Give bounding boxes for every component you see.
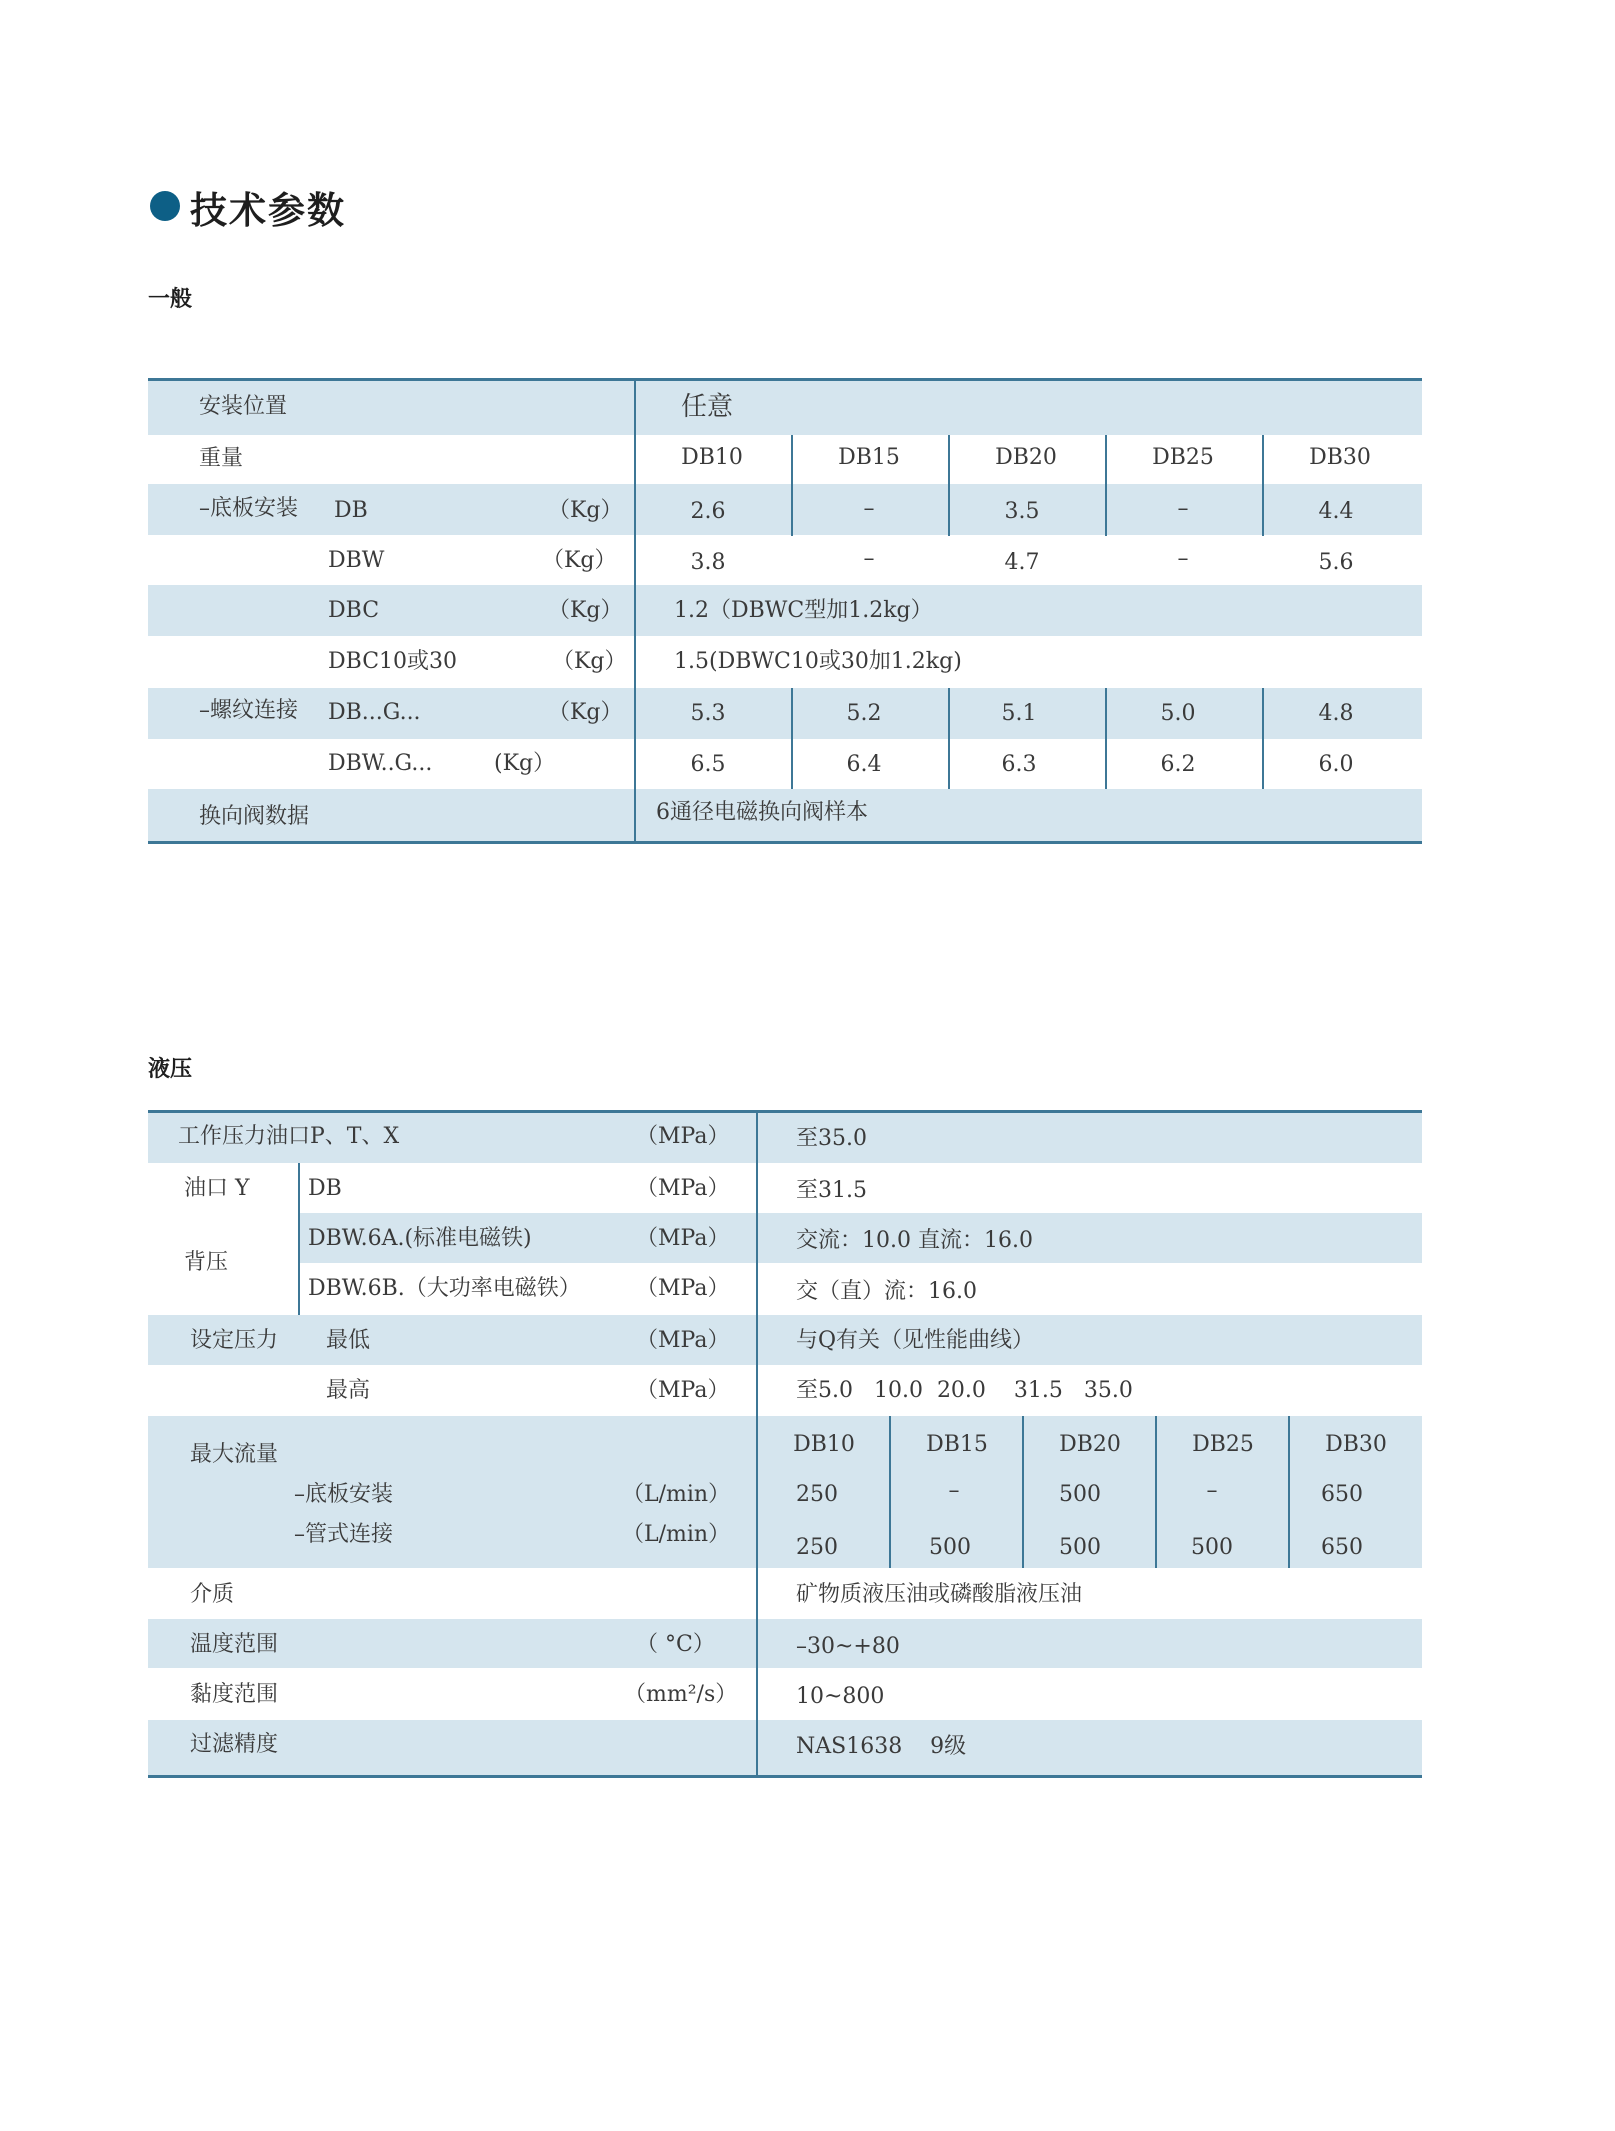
viscosity-value: 10~800 bbox=[796, 1684, 885, 1709]
min-label: 最低 bbox=[326, 1328, 371, 1353]
table-cell: 4.7 bbox=[1004, 550, 1040, 575]
medium-value: 矿物质液压油或磷酸脂液压油 bbox=[796, 1582, 1083, 1607]
unit-mpa: （MPa） bbox=[636, 1378, 730, 1403]
dbw6a-label: DBW.6A.(标准电磁铁) bbox=[308, 1226, 532, 1251]
row-name: DBC10或30 bbox=[328, 649, 458, 674]
section-label-general: 一般 bbox=[148, 287, 193, 312]
table-cell: – bbox=[863, 496, 875, 521]
model-header: DB10 bbox=[793, 1432, 855, 1457]
table-cell: 6.5 bbox=[690, 752, 726, 777]
table-cell: 500 bbox=[1059, 1482, 1101, 1507]
work-pressure-value: 至35.0 bbox=[796, 1126, 867, 1151]
back-pressure-label: 背压 bbox=[184, 1250, 229, 1275]
unit-mpa: （MPa） bbox=[636, 1328, 730, 1353]
dbw6b-label: DBW.6B.（大功率电磁铁） bbox=[308, 1276, 581, 1301]
table-cell: 650 bbox=[1321, 1482, 1363, 1507]
table-cell: 1.5(DBWC10或30加1.2kg) bbox=[674, 649, 962, 674]
row-name: DBW bbox=[328, 548, 385, 573]
table-cell: 500 bbox=[1059, 1535, 1101, 1560]
port-y-label: 油口 Y bbox=[184, 1176, 250, 1201]
row-name: DB bbox=[334, 498, 368, 523]
db-label: DB bbox=[308, 1176, 342, 1201]
title-bullet-icon bbox=[150, 191, 180, 221]
model-header: DB30 bbox=[1325, 1432, 1387, 1457]
model-header: DB15 bbox=[926, 1432, 988, 1457]
model-header: DB25 bbox=[1152, 445, 1214, 470]
filter-label: 过滤精度 bbox=[190, 1732, 279, 1757]
unit-kg: （Kg） bbox=[548, 598, 623, 623]
unit-mpa: （MPa） bbox=[636, 1276, 730, 1301]
table-cell: 4.8 bbox=[1318, 701, 1354, 726]
table-cell: 4.4 bbox=[1318, 499, 1354, 524]
table-cell: – bbox=[948, 1478, 960, 1503]
unit-mpa: （MPa） bbox=[636, 1226, 730, 1251]
table-cell: 1.2（DBWC型加1.2kg） bbox=[674, 598, 933, 623]
unit-lmin: （L/min） bbox=[622, 1522, 731, 1547]
dbw6a-value: 交流：10.0 直流：16.0 bbox=[796, 1228, 1033, 1253]
viscosity-label: 黏度范围 bbox=[190, 1682, 279, 1707]
dbw6b-value: 交（直）流：16.0 bbox=[796, 1279, 977, 1304]
unit-viscosity: （mm²/s） bbox=[624, 1682, 738, 1707]
temp-label: 温度范围 bbox=[190, 1632, 279, 1657]
unit-mpa: （MPa） bbox=[636, 1124, 730, 1149]
temp-value: –30~+80 bbox=[796, 1634, 900, 1659]
filter-value: NAS1638 9级 bbox=[796, 1734, 967, 1759]
valve-data-value: 6通径电磁换向阀样本 bbox=[656, 800, 868, 825]
unit-temp: （ °C） bbox=[636, 1632, 715, 1657]
unit-kg: （Kg） bbox=[548, 700, 623, 725]
table-cell: 5.1 bbox=[1001, 701, 1037, 726]
unit-mpa: （MPa） bbox=[636, 1176, 730, 1201]
model-header: DB10 bbox=[681, 445, 743, 470]
table-cell: – bbox=[1177, 546, 1189, 571]
table-cell: – bbox=[1206, 1478, 1218, 1503]
table-cell: 6.2 bbox=[1160, 752, 1196, 777]
unit-lmin: （L/min） bbox=[622, 1482, 731, 1507]
table-cell: 500 bbox=[1191, 1535, 1233, 1560]
general-table bbox=[148, 378, 1422, 844]
valve-data-label: 换向阀数据 bbox=[199, 804, 310, 829]
table-cell: – bbox=[1177, 496, 1189, 521]
table-cell: 6.4 bbox=[846, 752, 882, 777]
table-cell: 500 bbox=[929, 1535, 971, 1560]
table-cell: 3.8 bbox=[690, 550, 726, 575]
row-name: DBW..G... bbox=[328, 751, 433, 776]
unit-kg: （Kg） bbox=[548, 498, 623, 523]
unit-kg: (Kg） bbox=[494, 751, 556, 776]
max-flow-label: 最大流量 bbox=[190, 1442, 279, 1467]
unit-kg: （Kg） bbox=[542, 548, 617, 573]
row-name: DBC bbox=[328, 598, 380, 623]
set-pressure-label: 设定压力 bbox=[190, 1328, 279, 1353]
model-header: DB30 bbox=[1309, 445, 1371, 470]
table-cell: 3.5 bbox=[1004, 499, 1040, 524]
table-cell: 250 bbox=[796, 1535, 838, 1560]
model-header: DB20 bbox=[1059, 1432, 1121, 1457]
table-cell: 6.3 bbox=[1001, 752, 1037, 777]
db-value: 至31.5 bbox=[796, 1178, 867, 1203]
table-cell: – bbox=[863, 546, 875, 571]
table-cell: 650 bbox=[1321, 1535, 1363, 1560]
work-pressure-label: 工作压力油口P、T、X bbox=[178, 1124, 400, 1149]
model-header: DB15 bbox=[838, 445, 900, 470]
table-cell: 2.6 bbox=[690, 499, 726, 524]
table-cell: 5.3 bbox=[690, 701, 726, 726]
weight-label: 重量 bbox=[199, 446, 244, 471]
table-cell: 250 bbox=[796, 1482, 838, 1507]
min-value: 与Q有关（见性能曲线） bbox=[796, 1328, 1035, 1353]
thread-connect-label: –螺纹连接 bbox=[199, 698, 299, 723]
subplate-mount-label: –底板安装 bbox=[294, 1482, 394, 1507]
table-cell: 6.0 bbox=[1318, 752, 1354, 777]
page-title: 技术参数 bbox=[190, 189, 346, 232]
table-cell: 5.0 bbox=[1160, 701, 1196, 726]
hydraulic-table bbox=[148, 1110, 1422, 1778]
model-header: DB20 bbox=[995, 445, 1057, 470]
table-cell: 5.6 bbox=[1318, 550, 1354, 575]
medium-label: 介质 bbox=[190, 1582, 235, 1607]
unit-kg: （Kg） bbox=[552, 649, 627, 674]
mount-position-label: 安装位置 bbox=[199, 394, 288, 419]
max-value: 至5.0 10.0 20.0 31.5 35.0 bbox=[796, 1378, 1133, 1403]
mount-position-value: 任意 bbox=[681, 392, 734, 422]
subplate-mount-label: –底板安装 bbox=[199, 496, 299, 521]
pipe-connect-label: –管式连接 bbox=[294, 1522, 394, 1547]
row-name: DB...G... bbox=[328, 700, 421, 725]
max-label: 最高 bbox=[326, 1378, 371, 1403]
table-cell: 5.2 bbox=[846, 701, 882, 726]
model-header: DB25 bbox=[1192, 1432, 1254, 1457]
section-label-hydraulic: 液压 bbox=[148, 1057, 193, 1082]
